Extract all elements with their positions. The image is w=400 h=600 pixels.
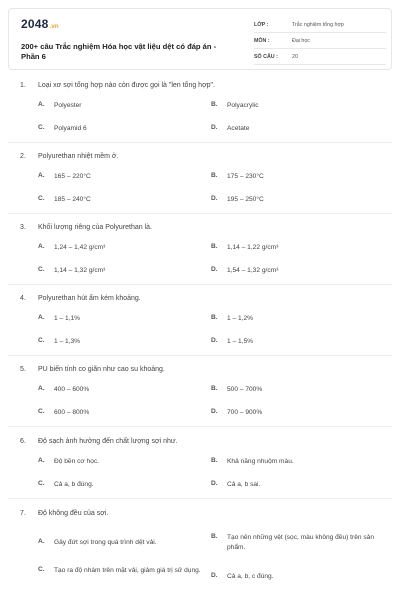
option-a[interactable] <box>38 172 203 182</box>
question-number: 2. <box>20 153 26 160</box>
option-letter: B. <box>211 243 218 250</box>
meta-row-count <box>254 49 386 65</box>
divider <box>8 213 392 214</box>
option-c[interactable] <box>38 480 203 490</box>
question-text <box>20 153 118 160</box>
question-number: 5. <box>20 366 26 373</box>
option-c[interactable] <box>38 124 203 134</box>
option-c[interactable] <box>38 266 203 276</box>
meta-value: 20 <box>292 53 298 60</box>
option-text: 175 – 230°C <box>227 173 264 180</box>
option-b[interactable] <box>211 314 381 324</box>
option-text: 700 – 900% <box>227 409 263 416</box>
option-letter: D. <box>211 408 218 415</box>
option-text: 1,54 – 1,32 g/cm³ <box>227 267 279 274</box>
option-a[interactable] <box>38 101 203 111</box>
option-a[interactable] <box>38 385 203 395</box>
option-text: Polyester <box>54 102 82 109</box>
meta-value[interactable]: Đại học <box>292 37 310 44</box>
option-d[interactable] <box>211 480 381 490</box>
question-text <box>20 438 178 445</box>
option-letter: D. <box>211 337 218 344</box>
option-text: 500 – 700% <box>227 386 263 393</box>
option-letter: C. <box>38 124 45 131</box>
option-letter: A. <box>38 172 45 179</box>
option-text: Acetate <box>227 125 250 132</box>
option-letter: C. <box>38 195 45 202</box>
option-letter: D. <box>211 124 218 131</box>
option-letter: C. <box>38 408 45 415</box>
option-text: 600 – 800% <box>54 409 90 416</box>
divider <box>8 498 392 499</box>
logo-text: 2048 <box>21 17 49 31</box>
option-text: 1 – 1,2% <box>227 315 254 322</box>
option-text: 165 – 220°C <box>54 173 91 180</box>
option-c[interactable] <box>38 195 203 205</box>
option-letter: A. <box>38 101 45 108</box>
option-text: 1 – 1,5% <box>227 338 254 345</box>
option-c[interactable] <box>38 408 203 418</box>
option-text: 1,14 – 1,32 g/cm³ <box>54 267 106 274</box>
option-letter: D. <box>211 195 218 202</box>
meta-label: SỐ CÂU : <box>254 53 278 60</box>
question-label: Loại xơ sợi tổng hợp nào còn được gọi là "len tổng hợp". <box>38 82 215 89</box>
option-a[interactable] <box>38 457 203 467</box>
question-text <box>20 82 215 89</box>
option-b[interactable] <box>211 172 381 182</box>
option-d[interactable] <box>211 266 381 276</box>
option-d[interactable] <box>211 195 381 205</box>
question-number: 3. <box>20 224 26 231</box>
divider <box>8 355 392 356</box>
option-letter: B. <box>211 385 218 392</box>
option-d[interactable] <box>211 124 381 134</box>
option-letter: C. <box>38 566 45 573</box>
option-letter: C. <box>38 266 45 273</box>
divider <box>8 284 392 285</box>
option-text: Độ bền cơ học. <box>54 458 100 465</box>
option-letter: A. <box>38 243 45 250</box>
option-letter: A. <box>38 385 45 392</box>
option-letter: A. <box>38 538 45 545</box>
question-label: PU biến tính co giãn như cao su khoảng. <box>38 366 165 373</box>
logo-suffix: .vn <box>49 24 59 30</box>
option-text: Cả a, b đúng. <box>54 481 94 488</box>
option-b[interactable] <box>211 243 381 253</box>
option-text: Cả a, b, c đúng. <box>227 573 274 580</box>
option-letter: C. <box>38 337 45 344</box>
divider <box>8 426 392 427</box>
option-d[interactable] <box>211 572 381 582</box>
option-a[interactable] <box>38 243 203 253</box>
option-text: Khả năng nhuộm màu. <box>227 458 294 465</box>
question-number: 7. <box>20 510 26 517</box>
option-letter: D. <box>211 572 218 579</box>
option-d[interactable] <box>211 337 381 347</box>
question-number: 1. <box>20 82 26 89</box>
option-a[interactable] <box>38 538 203 548</box>
option-text: Tạo ra độ nhám trên mặt vải, giảm giá trị sử dụng. <box>54 567 201 574</box>
meta-label: MÔN : <box>254 37 270 44</box>
site-logo[interactable] <box>21 17 59 31</box>
question-text <box>20 224 152 231</box>
option-text: 195 – 250°C <box>227 196 264 203</box>
option-text: Tạo nên những vệt (sọc, màu không đều) trên sản phẩm. <box>227 534 375 551</box>
question-number: 6. <box>20 438 26 445</box>
question-label: Polyurethan hút ẩm kém khoảng. <box>38 295 141 302</box>
option-letter: B. <box>211 457 218 464</box>
meta-row-subject <box>254 33 386 49</box>
meta-info <box>254 17 386 65</box>
question-label: Polyurethan nhiệt mềm ở. <box>38 153 119 160</box>
option-text: Cả a, b sai. <box>227 481 261 488</box>
question-text <box>20 295 141 302</box>
page-title: 200+ câu Trắc nghiệm Hóa học vật liệu dệt có đáp án - Phần 6 <box>21 42 217 61</box>
question-number: 4. <box>20 295 26 302</box>
meta-label: LỚP : <box>254 21 269 28</box>
option-letter: B. <box>211 172 218 179</box>
option-d[interactable] <box>211 408 381 418</box>
option-a[interactable] <box>38 314 203 324</box>
question-label: Độ không đều của sợi. <box>38 510 109 517</box>
option-text: 400 – 600% <box>54 386 90 393</box>
option-c[interactable] <box>38 337 203 347</box>
question-text <box>20 366 165 373</box>
question-label: Độ sạch ảnh hưởng đến chất lượng sợi như. <box>38 438 178 445</box>
option-text: Polyacrylic <box>227 102 259 109</box>
option-text: 185 – 240°C <box>54 196 91 203</box>
option-b[interactable] <box>211 457 381 467</box>
option-letter: D. <box>211 480 218 487</box>
option-b[interactable] <box>211 385 381 395</box>
divider <box>8 142 392 143</box>
option-letter: A. <box>38 314 45 321</box>
option-letter: B. <box>211 533 218 540</box>
meta-value[interactable]: Trắc nghiệm tổng hợp <box>292 21 344 28</box>
option-text: 1,24 – 1,42 g/cm³ <box>54 244 106 251</box>
option-letter: B. <box>211 314 218 321</box>
option-text: 1,14 – 1,22 g/cm³ <box>227 244 279 251</box>
option-letter: C. <box>38 480 45 487</box>
option-letter: D. <box>211 266 218 273</box>
option-text: 1 – 1,3% <box>54 338 81 345</box>
question-label: Khối lượng riêng của Polyurethan là. <box>38 224 152 231</box>
option-letter: B. <box>211 101 218 108</box>
header-card <box>8 8 392 70</box>
option-text: Gây đứt sợi trong quá trình dệt vải. <box>54 539 157 546</box>
option-b[interactable] <box>211 533 381 552</box>
option-letter: A. <box>38 457 45 464</box>
question-text <box>20 510 108 517</box>
meta-row-class <box>254 17 386 33</box>
option-text: 1 – 1,1% <box>54 315 81 322</box>
option-text: Polyamid 6 <box>54 125 87 132</box>
option-b[interactable] <box>211 101 381 111</box>
option-c[interactable] <box>38 566 203 576</box>
